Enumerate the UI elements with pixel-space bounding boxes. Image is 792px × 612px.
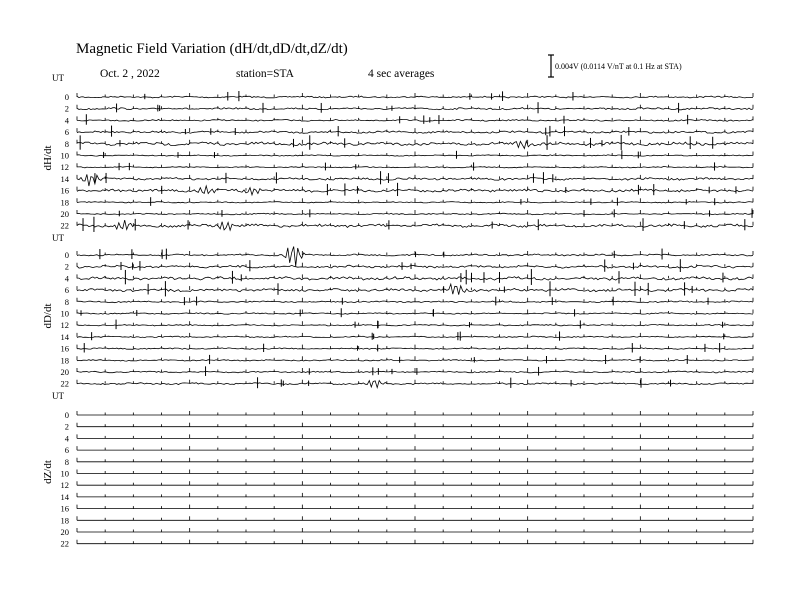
row-label: 18 — [60, 355, 69, 366]
row-label: 18 — [60, 197, 69, 208]
ut-axis-label: UT — [52, 233, 64, 243]
panel-0 — [42, 73, 753, 232]
row-label: 16 — [60, 185, 69, 196]
panel-ylabel: dH/dt — [42, 145, 54, 171]
row-label: 20 — [60, 209, 69, 219]
row-label: 8 — [64, 456, 69, 467]
row-label: 14 — [60, 173, 69, 184]
station-label: station=STA — [236, 68, 294, 80]
row-label: 2 — [64, 103, 69, 114]
panel-ylabel: dZ/dt — [42, 460, 54, 484]
row-label: 6 — [64, 445, 69, 456]
row-label: 20 — [60, 367, 69, 377]
row-label: 10 — [60, 150, 69, 161]
row-label: 8 — [64, 296, 69, 307]
row-label: 22 — [60, 538, 69, 549]
row-label: 12 — [60, 480, 69, 491]
row-label: 6 — [64, 285, 69, 296]
row-label: 2 — [64, 421, 69, 432]
row-label: 14 — [60, 331, 69, 342]
scale-bar-icon — [548, 55, 554, 77]
row-label: 18 — [60, 515, 69, 526]
row-label: 0 — [64, 92, 69, 102]
row-label: 14 — [60, 491, 69, 502]
row-label: 2 — [64, 261, 69, 272]
row-label: 4 — [64, 273, 69, 284]
averaging-label: 4 sec averages — [368, 68, 435, 80]
panel-ylabel: dD/dt — [42, 303, 54, 329]
row-label: 6 — [64, 127, 69, 138]
panel-2 — [42, 391, 753, 549]
row-label: 10 — [60, 468, 69, 479]
chart-title: Magnetic Field Variation (dH/dt,dD/dt,dZ/dt) — [76, 41, 348, 57]
row-label: 22 — [60, 378, 69, 389]
row-label: 12 — [60, 320, 69, 331]
row-label: 8 — [64, 138, 69, 149]
scale-bar-label: 0.004V (0.0114 V/nT at 0.1 Hz at STA) — [555, 62, 682, 71]
date-label: Oct. 2 , 2022 — [100, 68, 160, 80]
row-label: 16 — [60, 503, 69, 514]
row-label: 22 — [60, 220, 69, 231]
row-label: 20 — [60, 527, 69, 537]
row-label: 4 — [64, 115, 69, 126]
panel-1 — [42, 233, 753, 389]
ut-axis-label: UT — [52, 73, 64, 83]
row-label: 10 — [60, 308, 69, 319]
row-label: 0 — [64, 410, 69, 420]
row-label: 0 — [64, 250, 69, 260]
row-label: 12 — [60, 162, 69, 173]
row-label: 4 — [64, 433, 69, 444]
row-label: 16 — [60, 343, 69, 354]
ut-axis-label: UT — [52, 391, 64, 401]
